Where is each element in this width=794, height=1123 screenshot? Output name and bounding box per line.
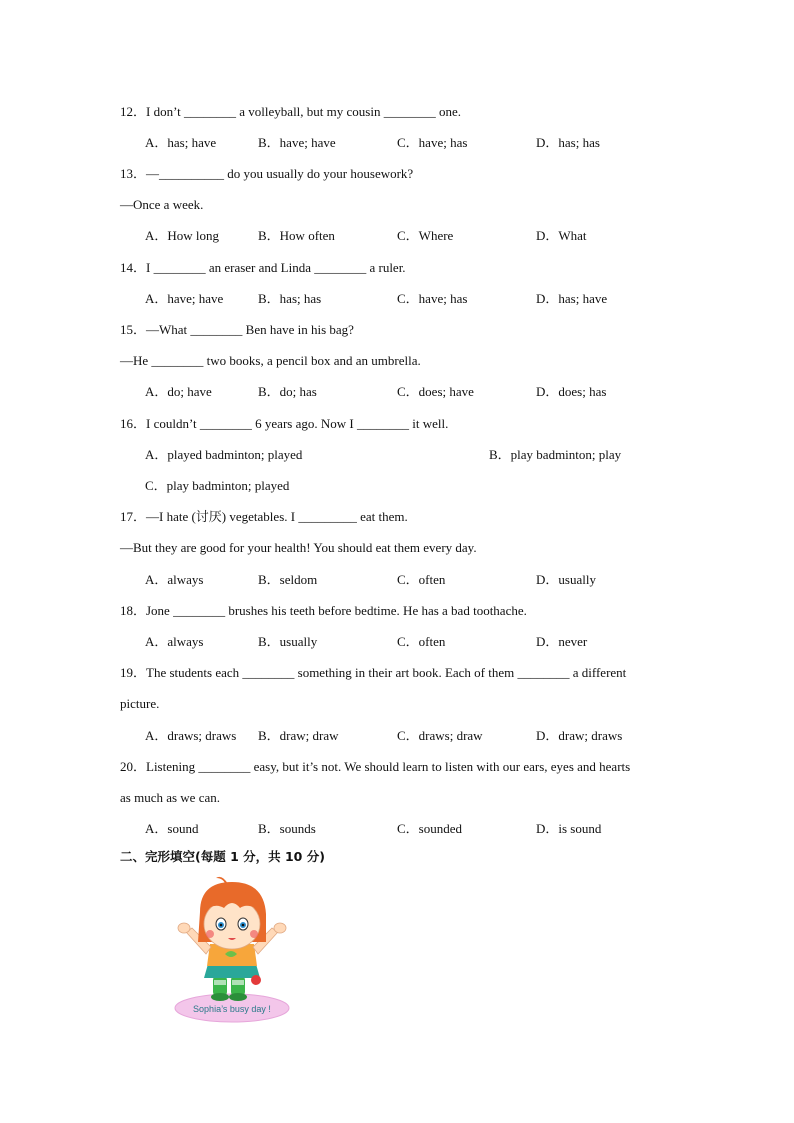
question-13-option-c: C．Where bbox=[397, 228, 454, 243]
question-20-option-d: D．is sound bbox=[536, 821, 602, 836]
question-18-option-b: B．usually bbox=[258, 634, 318, 649]
question-15-stem: 15．—What ________ Ben have in his bag? bbox=[120, 322, 354, 337]
figure-caption: Sophia’s busy day ! bbox=[193, 1004, 271, 1014]
question-13-reply: —Once a week. bbox=[120, 197, 204, 212]
question-12-stem: 12．I don’t ________ a volleyball, but my cousin ________ one. bbox=[120, 104, 461, 119]
question-19-option-b: B．draw; draw bbox=[258, 728, 339, 743]
question-13-option-d: D．What bbox=[536, 228, 587, 243]
question-15-reply: —He ________ two books, a pencil box and an umbrella. bbox=[120, 353, 421, 368]
question-14-option-b: B．has; has bbox=[258, 291, 322, 306]
question-15-option-c: C．does; have bbox=[397, 384, 474, 399]
question-19-option-d: D．draw; draws bbox=[536, 728, 623, 743]
question-12-option-b: B．have; have bbox=[258, 135, 336, 150]
question-16-stem: 16．I couldn’t ________ 6 years ago. Now I ________ it well. bbox=[120, 416, 449, 431]
question-13-option-b: B．How often bbox=[258, 228, 335, 243]
question-12-option-d: D．has; has bbox=[536, 135, 600, 150]
question-17-option-c: C．often bbox=[397, 572, 446, 587]
question-14-stem: 14．I ________ an eraser and Linda ________ a ruler. bbox=[120, 260, 406, 275]
question-16-option-c: C．play badminton; played bbox=[145, 478, 290, 493]
girl-cartoon-illustration bbox=[170, 872, 295, 1027]
question-17-option-b: B．seldom bbox=[258, 572, 318, 587]
question-20-option-c: C．sounded bbox=[397, 821, 463, 836]
question-19-option-a: A．draws; draws bbox=[145, 728, 237, 743]
question-20-option-b: B．sounds bbox=[258, 821, 316, 836]
section-title: 二、完形填空(每题 1 分，共 10 分) bbox=[120, 849, 325, 864]
question-18-option-a: A．always bbox=[145, 634, 204, 649]
question-17-reply: —But they are good for your health! You should eat them every day. bbox=[120, 540, 477, 555]
question-16-option-b: B．play badminton; play bbox=[489, 447, 622, 462]
question-14-option-c: C．have; has bbox=[397, 291, 468, 306]
question-19-stem: 19．The students each ________ something in their art book. Each of them ________ a different bbox=[120, 665, 627, 680]
question-13-stem: 13．—__________ do you usually do your housework? bbox=[120, 166, 414, 181]
question-20-stem: 20．Listening ________ easy, but it’s not. We should learn to listen with our ears, eyes and hearts bbox=[120, 759, 631, 774]
question-20-option-a: A．sound bbox=[145, 821, 199, 836]
question-19-stem-continued: picture. bbox=[120, 696, 160, 711]
question-15-option-d: D．does; has bbox=[536, 384, 607, 399]
question-18-stem: 18．Jone ________ brushes his teeth before bedtime. He has a bad toothache. bbox=[120, 603, 527, 618]
question-16-option-a: A．played badminton; played bbox=[145, 447, 303, 462]
question-15-option-a: A．do; have bbox=[145, 384, 212, 399]
question-15-option-b: B．do; has bbox=[258, 384, 317, 399]
question-18-option-d: D．never bbox=[536, 634, 588, 649]
question-14-option-a: A．have; have bbox=[145, 291, 224, 306]
question-13-option-a: A．How long bbox=[145, 228, 220, 243]
question-14-option-d: D．has; have bbox=[536, 291, 608, 306]
question-19-option-c: C．draws; draw bbox=[397, 728, 483, 743]
question-20-stem-continued: as much as we can. bbox=[120, 790, 220, 805]
question-12-option-a: A．has; have bbox=[145, 135, 217, 150]
question-12-option-c: C．have; has bbox=[397, 135, 468, 150]
question-17-option-a: A．always bbox=[145, 572, 204, 587]
question-17-stem: 17．—I hate (讨厌) vegetables. I _________ eat them. bbox=[120, 509, 408, 524]
question-17-option-d: D．usually bbox=[536, 572, 596, 587]
question-18-option-c: C．often bbox=[397, 634, 446, 649]
